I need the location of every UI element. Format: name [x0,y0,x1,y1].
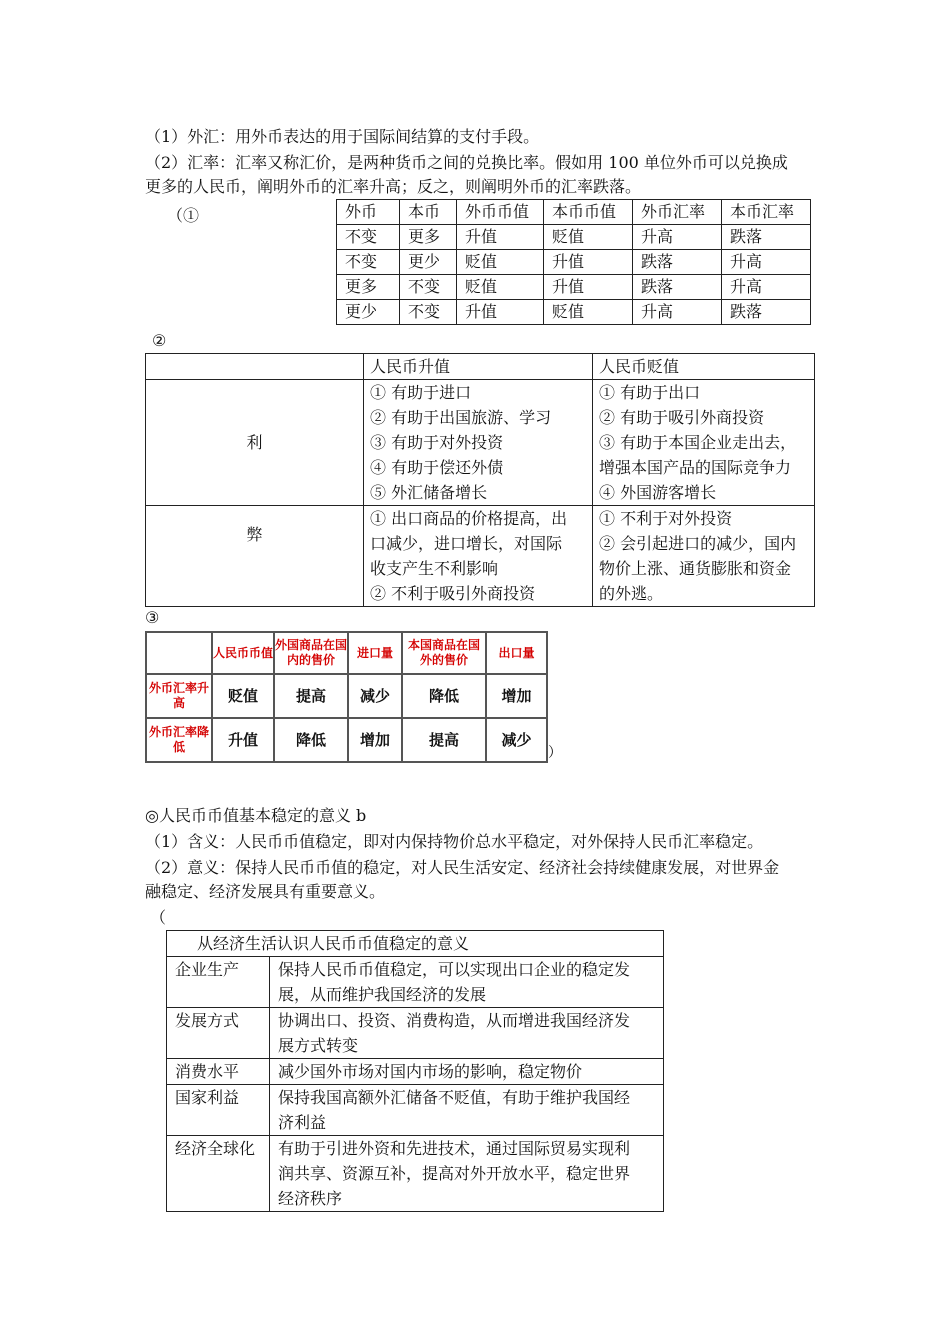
row-label: 发展方式 [167,1008,270,1059]
significance-line1: （2）意义：保持人民币币值的稳定，对人民生活安定、经济社会持续健康发展，对世界金 [145,858,780,877]
cell-line: 协调出口、投资、消费构造，从而增进我国经济发 [278,1011,631,1030]
table-cell [270,1059,664,1085]
list-item: ③ 有助于本国企业走出去， [599,433,797,452]
cell-line: 保持我国高额外汇储备不贬值，有助于维护我国经 [278,1088,631,1107]
table-cell: 更少 [400,250,457,275]
list-item: ② 有助于吸引外商投资 [599,408,765,427]
table-cell: 跌落 [633,250,722,275]
table-cell: 不变 [400,275,457,300]
table-cell: 减少 [486,718,547,762]
table-cell: 降低 [402,674,486,718]
table-cell [364,506,593,607]
list-item: ⑤ 外汇储备增长 [370,483,488,502]
list-item: 增强本国产品的国际竞争力 [599,458,792,477]
list-item: ① 有助于出口 [599,383,701,402]
table-cell: 升值 [544,250,633,275]
cell-line: 保持人民币币值稳定，可以实现出口企业的稳定发 [278,960,631,979]
list-item: 收支产生不利影响 [370,559,499,578]
list-item: ① 出口商品的价格提高，出 [370,509,568,528]
table-header-cell: 外币 [337,200,400,225]
table-cell: 贬值 [457,250,544,275]
cell-line: 济利益 [278,1113,327,1132]
table-cell: 增加 [486,674,547,718]
cell-line: 润共享、资源互补，提高对外开放水平，稳定世界 [278,1164,631,1183]
table-cell [270,1085,664,1136]
table-row [146,506,815,607]
cell-line: 展，从而维护我国经济的发展 [278,985,487,1004]
table-row [146,380,815,506]
table-header-cell: 本币汇率 [722,200,811,225]
marker-3: ③ [145,608,160,627]
table-cell: 更少 [337,300,400,325]
table-header-cell: 进口量 [348,632,402,674]
cell-line: 有助于引进外资和先进技术，通过国际贸易实现利 [278,1139,631,1158]
list-item: 的外逃。 [599,584,664,603]
table-header-cell: 外国商品在国内的售价 [274,632,348,674]
table-cell: 降低 [274,718,348,762]
table-row [146,718,547,762]
table-cell: 升高 [633,300,722,325]
table-cell [593,506,815,607]
table-header-row [337,200,811,225]
table-cell [270,1008,664,1059]
table-header-cell: 人民币升值 [364,354,593,380]
list-item: 口减少，进口增长，对国际 [370,534,563,553]
table-row [337,250,811,275]
table-row [167,1136,664,1212]
row-label: 消费水平 [167,1059,270,1085]
significance-line2: 融稳定、经济发展具有重要意义。 [145,882,386,901]
stability-significance-table [166,930,664,1212]
table-cell [364,380,593,506]
list-item: ① 不利于对外投资 [599,509,733,528]
table-header-cell: 外币汇率 [633,200,722,225]
table-cell [270,957,664,1008]
row-label: 外币汇率降低 [146,718,212,762]
definition-foreign-exchange: （1）外汇：用外币表达的用于国际间结算的支付手段。 [145,127,540,146]
table-header-row [146,632,547,674]
definition-stability: （1）含义：人民币币值稳定，即对内保持物价总水平稳定，对外保持人民币汇率稳定。 [145,832,764,851]
table-cell [270,1136,664,1212]
row-label: 企业生产 [167,957,270,1008]
table-cell: 增加 [348,718,402,762]
cell-line: 经济秩序 [278,1189,343,1208]
table-cell [593,380,815,506]
table-header-cell: 人民币币值 [212,632,274,674]
table-cell: 升高 [633,225,722,250]
list-item: ② 不利于吸引外商投资 [370,584,536,603]
table-row [337,225,811,250]
cell-line: 展方式转变 [278,1036,359,1055]
section-title: ◎人民币币值基本稳定的意义 b [145,806,367,825]
table-cell: 升值 [457,225,544,250]
table-cell: 贬值 [457,275,544,300]
table-cell: 贬值 [544,300,633,325]
table-cell: 升高 [722,275,811,300]
table-row [146,674,547,718]
table-cell: 减少 [348,674,402,718]
table-row [337,300,811,325]
table-header-cell: 外币币值 [457,200,544,225]
definition-exchange-rate-line1: （2）汇率：汇率又称汇价，是两种货币之间的兑换比率。假如用 100 单位外币可以兑换成 [145,153,788,172]
table-row [167,1059,664,1085]
table-header-cell [146,632,212,674]
table-row [167,1085,664,1136]
table-row [337,275,811,300]
table-header-row [146,354,815,380]
table-cell: 升值 [212,718,274,762]
table-title: 从经济生活认识人民币币值稳定的意义 [167,931,664,957]
exchange-effect-table [145,631,548,763]
table-cell: 贬值 [544,225,633,250]
row-label: 国家利益 [167,1085,270,1136]
row-label-drawback: 弊 [146,506,364,607]
table-cell: 更多 [337,275,400,300]
cell-line: 减少国外市场对国内市场的影响，稳定物价 [278,1062,583,1081]
closing-paren: ） [548,745,562,761]
exchange-rate-table [336,199,811,325]
list-item: ① 有助于进口 [370,383,472,402]
list-item: ④ 有助于偿还外债 [370,458,504,477]
rmb-appreciation-table [145,353,815,607]
marker-4: （ [150,908,167,927]
table-cell: 跌落 [722,300,811,325]
table-header-cell: 本币币值 [544,200,633,225]
table-cell: 提高 [402,718,486,762]
table-cell: 不变 [400,300,457,325]
table-cell: 跌落 [633,275,722,300]
row-label-benefit: 利 [146,380,364,506]
definition-exchange-rate-line2: 更多的人民币，阐明外币的汇率升高；反之，则阐明外币的汇率跌落。 [145,177,642,196]
row-label: 外币汇率升高 [146,674,212,718]
list-item: ② 会引起进口的减少，国内 [599,534,797,553]
table-cell: 升值 [457,300,544,325]
table-cell: 贬值 [212,674,274,718]
table-row [167,1008,664,1059]
list-item: ③ 有助于对外投资 [370,433,504,452]
table-header-cell [146,354,364,380]
table-cell: 不变 [337,225,400,250]
table-cell: 跌落 [722,225,811,250]
table-header-cell: 本币 [400,200,457,225]
table-cell: 升高 [722,250,811,275]
table-cell: 提高 [274,674,348,718]
list-item: ② 有助于出国旅游、学习 [370,408,552,427]
list-item: 物价上涨、通货膨胀和资金 [599,559,792,578]
list-item: ④ 外国游客增长 [599,483,717,502]
table-header-row [167,931,664,957]
marker-2: ② [152,331,167,350]
row-label: 经济全球化 [167,1136,270,1212]
table-header-cell: 出口量 [486,632,547,674]
table-header-cell: 人民币贬值 [593,354,815,380]
table-row [167,957,664,1008]
table-cell: 更多 [400,225,457,250]
table-cell: 升值 [544,275,633,300]
table-cell: 不变 [337,250,400,275]
marker-1: （① [167,206,200,225]
table-header-cell: 本国商品在国外的售价 [402,632,486,674]
